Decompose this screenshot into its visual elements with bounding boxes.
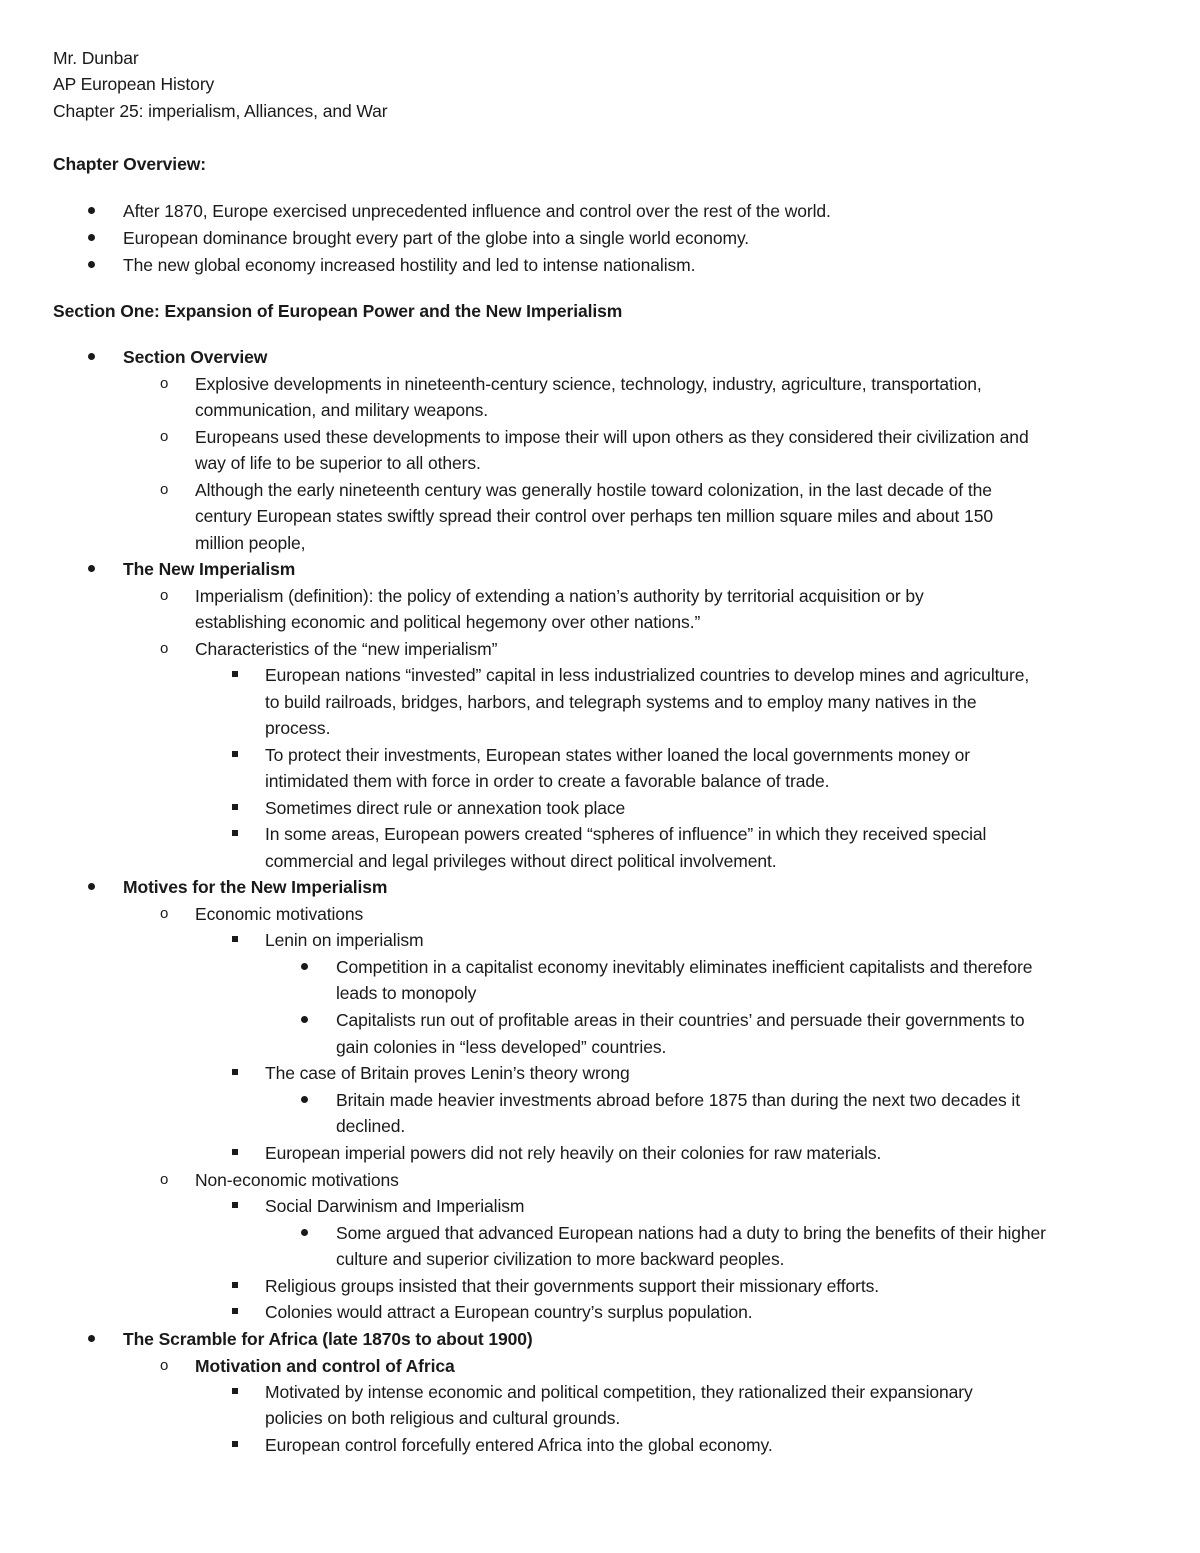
course-title: AP European History	[53, 74, 215, 94]
list-item-line: century European states swiftly spread their control over perhaps ten million square miles and about 150	[195, 506, 993, 526]
list-item-line: culture and superior civilization to more backward peoples.	[336, 1249, 785, 1269]
bullet-square	[232, 1069, 238, 1075]
bullet-circle: o	[160, 587, 169, 604]
bullet-disc	[88, 1335, 95, 1342]
bullet-disc	[301, 1096, 308, 1103]
list-item-line: process.	[265, 718, 331, 738]
list-item-line: to build railroads, bridges, harbors, and telegraph systems and to employ many natives in the	[265, 692, 977, 712]
list-item-line: Britain made heavier investments abroad before 1875 than during the next two decades it	[336, 1090, 1020, 1110]
list-item-line: establishing economic and political hegemony over other nations.”	[195, 612, 701, 632]
motivation-heading: Motivation and control of Africa	[195, 1356, 455, 1376]
list-item-line: The case of Britain proves Lenin’s theory wrong	[265, 1063, 630, 1083]
bullet-circle: o	[160, 1357, 169, 1374]
list-item-line: Explosive developments in nineteenth-century science, technology, industry, agriculture, transportation,	[195, 374, 982, 394]
bullet-circle: o	[160, 1171, 169, 1188]
list-item-line: Social Darwinism and Imperialism	[265, 1196, 525, 1216]
list-item-line: communication, and military weapons.	[195, 400, 489, 420]
overview-item: The new global economy increased hostility and led to intense nationalism.	[123, 255, 696, 275]
list-item-line: Lenin on imperialism	[265, 930, 424, 950]
list-item-line: gain colonies in “less developed” countries.	[336, 1037, 667, 1057]
list-item-line: Imperialism (definition): the policy of extending a nation’s authority by territorial acquisition or by	[195, 586, 924, 606]
list-item-line: Economic motivations	[195, 904, 364, 924]
bullet-disc	[88, 234, 95, 241]
list-item-line: way of life to be superior to all others.	[195, 453, 481, 473]
bullet-square	[232, 830, 238, 836]
scramble-heading: The Scramble for Africa (late 1870s to about 1900)	[123, 1329, 533, 1349]
bullet-circle: o	[160, 640, 169, 657]
list-item-line: Religious groups insisted that their governments support their missionary efforts.	[265, 1276, 879, 1296]
chapter-title: Chapter 25: imperialism, Alliances, and War	[53, 101, 388, 121]
list-item-line: Europeans used these developments to impose their will upon others as they considered their civilization and	[195, 427, 1029, 447]
bullet-disc	[301, 1016, 308, 1023]
bullet-disc	[301, 963, 308, 970]
list-item-line: To protect their investments, European states wither loaned the local governments money or	[265, 745, 970, 765]
bullet-circle: o	[160, 481, 169, 498]
bullet-disc	[88, 261, 95, 268]
list-item-line: million people,	[195, 533, 306, 553]
list-item-line: policies on both religious and cultural grounds.	[265, 1408, 621, 1428]
bullet-square	[232, 936, 238, 942]
list-item-line: Colonies would attract a European country’s surplus population.	[265, 1302, 753, 1322]
section-overview-heading: Section Overview	[123, 347, 268, 367]
overview-item: European dominance brought every part of the globe into a single world economy.	[123, 228, 750, 248]
list-item-line: commercial and legal privileges without direct political involvement.	[265, 851, 777, 871]
bullet-square	[232, 1282, 238, 1288]
list-item-line: Competition in a capitalist economy inevitably eliminates inefficient capitalists and therefore	[336, 957, 1033, 977]
bullet-disc	[301, 1229, 308, 1236]
list-item-line: Motivated by intense economic and political competition, they rationalized their expansionary	[265, 1382, 973, 1402]
bullet-circle: o	[160, 428, 169, 445]
bullet-disc	[88, 565, 95, 572]
bullet-square	[232, 804, 238, 810]
bullet-disc	[88, 353, 95, 360]
bullet-square	[232, 1308, 238, 1314]
bullet-circle: o	[160, 905, 169, 922]
overview-heading: Chapter Overview:	[53, 154, 206, 174]
list-item-line: Sometimes direct rule or annexation took place	[265, 798, 626, 818]
bullet-square	[232, 1388, 238, 1394]
list-item-line: In some areas, European powers created “spheres of influence” in which they received special	[265, 824, 987, 844]
overview-item: After 1870, Europe exercised unprecedented influence and control over the rest of the world.	[123, 201, 831, 221]
list-item-line: Characteristics of the “new imperialism”	[195, 639, 498, 659]
list-item-line: intimidated them with force in order to create a favorable balance of trade.	[265, 771, 830, 791]
new-imperialism-heading: The New Imperialism	[123, 559, 296, 579]
bullet-square	[232, 671, 238, 677]
teacher-name: Mr. Dunbar	[53, 48, 139, 68]
motives-heading: Motives for the New Imperialism	[123, 877, 388, 897]
bullet-disc	[88, 207, 95, 214]
list-item-line: Although the early nineteenth century was generally hostile toward colonization, in the last decade of the	[195, 480, 992, 500]
list-item-line: Some argued that advanced European nations had a duty to bring the benefits of their higher	[336, 1223, 1046, 1243]
bullet-square	[232, 1149, 238, 1155]
list-item-line: Non-economic motivations	[195, 1170, 399, 1190]
bullet-square	[232, 1441, 238, 1447]
bullet-disc	[88, 883, 95, 890]
list-item-line: European control forcefully entered Africa into the global economy.	[265, 1435, 773, 1455]
list-item-line: declined.	[336, 1116, 406, 1136]
bullet-circle: o	[160, 375, 169, 392]
list-item-line: Capitalists run out of profitable areas in their countries’ and persuade their governments to	[336, 1010, 1025, 1030]
list-item-line: leads to monopoly	[336, 983, 477, 1003]
section-one-heading: Section One: Expansion of European Power and the New Imperialism	[53, 301, 623, 321]
list-item-line: European imperial powers did not rely heavily on their colonies for raw materials.	[265, 1143, 882, 1163]
bullet-square	[232, 751, 238, 757]
list-item-line: European nations “invested” capital in less industrialized countries to develop mines and agriculture,	[265, 665, 1030, 685]
bullet-square	[232, 1202, 238, 1208]
